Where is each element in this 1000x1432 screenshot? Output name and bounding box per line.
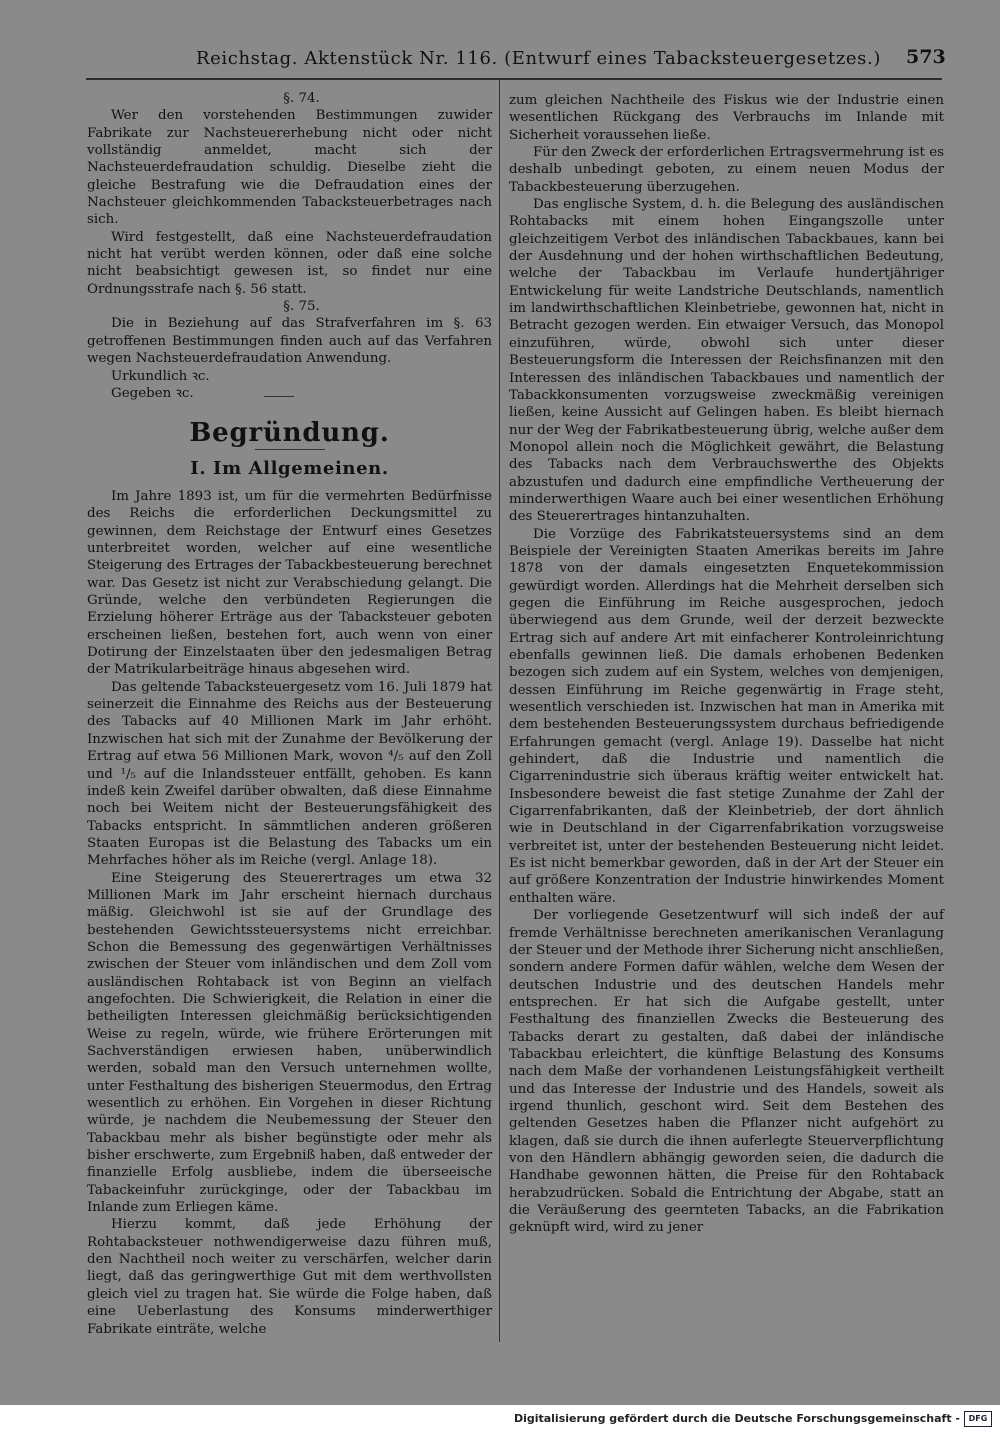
- header-title: Reichstag. Aktenstück Nr. 116. (Entwurf eines Tabacksteuergesetzes.): [196, 48, 881, 69]
- body-paragraph-3: Eine Steigerung des Steuerertrages um etwa 32 Millionen Mark im Jahr erscheint hiernach durchaus mäßig. Gleichwohl ist sie auf der Grundlage des bestehenden Gewichtssteuersystems nicht erreichbar. Schon die Bemessung des gegenwärtigen Verhältnisses zwischen der Steuer vom inländischen und dem Zoll vom ausländischen Rohtaback ist von Beginn an vielfach angefochten. Die Schwierigkeit, die Relation in einer die betheiligten Interessen gleichmäßig berücksichtigenden Weise zu regeln, würde, wie frühere Erörterungen mit Sachverständigen erwiesen haben, unüberwindlich werden, sobald man den Versuch unternehmen wollte, unter Festhaltung des bisherigen Steuermodus, den Ertrag wesentlich zu erhöhen. Ein Vorgehen in dieser Richtung würde, je nachdem die Neubemessung der Steuer den Tabackbau mehr als bisher begünstigte oder mehr als bisher erschwerte, zum Ergebniß haben, daß entweder der finanzielle Erfolg ausbliebe, indem die überseeische Tabackeinfuhr zurückginge, oder der Tabackbau im Inlande zum Erliegen käme.: [87, 870, 492, 1216]
- right-paragraph-3: Das englische System, d. h. die Belegung des ausländischen Rohtabacks mit einem hohen Eingangszolle unter gleichzeitigem Verbot des inländischen Tabackbaues, kann bei der Ausdehnung und der hohen wirthschaftlichen Bedeutung, welche der Tabackbau im Verlaufe hundertjähriger Entwickelung für weite Landstriche Deutschlands, namentlich im landwirthschaftlichen Kleinbetriebe, gewonnen hat, nicht in Betracht gezogen werden. Ein etwaiger Versuch, das Monopol einzuführen, würde, obwohl sich unter dieser Besteuerungsform die Interessen der Reichsfinanzen mit den Interessen des inländischen Tabackbaues und namentlich der Tabackkonsumenten vorzugsweise zweckmäßig vereinigen ließen, keine Aussicht auf Gelingen haben. Es bleibt hiernach nur der Weg der Fabrikatbesteuerung übrig, welche außer dem Monopol allein noch die Möglichkeit gewährt, die Belastung des Tabacks nach dem Verbrauchswerthe des Objekts abzustufen und dadurch eine empfindliche Vertheuerung der minderwerthigen Waare auch bei einer wesentlichen Erhöhung des Steuerertrages hintanzuhalten.: [509, 197, 944, 525]
- page-number: 573: [906, 46, 946, 68]
- title-underline: [255, 449, 325, 450]
- right-paragraph-4: Die Vorzüge des Fabrikatsteuersystems sind an dem Beispiele der Vereinigten Staaten Amerikas bereits im Jahre 1878 von der damals eingesetzten Enquetekommission gewürdigt worden. Allerdings hat die Mehrheit derselben sich gegen die Einführung im Reiche ausgesprochen, jedoch überwiegend aus dem Grunde, weil der derzeit bezweckte Ertrag sich auf andere Art mit einfacherer Kontroleinrichtung ebenfalls gewinnen ließ. Die damals erhobenen Bedenken bezogen sich zudem auf ein System, welches von demjenigen, dessen Einführung im Reiche gegenwärtig in Frage steht, wesentlich verschieden ist. Inzwischen hat man in Amerika mit dem bestehenden Besteuerungssystem durchaus befriedigende Erfahrungen gemacht (vergl. Anlage 19). Dasselbe hat nicht gehindert, daß die Industrie und namentlich die Cigarrenindustrie sich überaus kräftig weiter entwickelt hat. Insbesondere beweist die fast stetige Zunahme der Zahl der Cigarrenfabrikanten, daß der Kleinbetrieb, der dort ähnlich wie in Deutschland in der Cigarrenfabrikation vorzugsweise verbreitet ist, unter der bestehenden Besteuerung nicht leidet. Es ist nicht bemerkbar geworden, daß in der Art der Steuer ein auf größere Konzentration der Industrie hinwirkendes Moment enthalten wäre.: [509, 526, 944, 906]
- footer-credit: Digitalisierung gefördert durch die Deutsche Forschungsgemeinschaft -: [513, 1412, 960, 1425]
- left-column: [87, 90, 492, 402]
- body-paragraph-4: Hierzu kommt, daß jede Erhöhung der Rohtabacksteuer nothwendigerweise dazu führen muß, den Nachtheil noch weiter zu verschärfen, welcher darin liegt, daß das geringwerthige Gut mit dem werthvollsten gleich viel zu tragen hat. Sie würde die Folge haben, daß eine Ueberlastung des Konsums minderwerthiger Fabrikate einträte, welche: [87, 1217, 492, 1337]
- right-paragraph-2: Für den Zweck der erforderlichen Ertragsvermehrung ist es deshalb unbedingt geboten, zu einem neuen Modus der Tabackbesteuerung überzugehen.: [509, 145, 944, 195]
- subsection-title: I. Im Allgemeinen.: [190, 458, 389, 479]
- column-divider: [499, 80, 500, 1342]
- closing-line-2: Gegeben ꝛc.: [111, 385, 194, 401]
- closing-line-1: Urkundlich ꝛc.: [111, 368, 210, 384]
- right-paragraph-1: zum gleichen Nachtheile des Fiskus wie der Industrie einen wesentlichen Rückgang des Verbrauchs im Inlande mit Sicherheit voraussehen ließe.: [509, 93, 944, 143]
- footer: [0, 1405, 1000, 1432]
- section-74-heading: §. 74.: [283, 91, 320, 106]
- section-title: Begründung.: [189, 418, 390, 448]
- section-75-heading: §. 75.: [283, 299, 320, 315]
- header-rule: [86, 78, 942, 80]
- separator-rule: [264, 396, 294, 397]
- body-paragraph-2: Das geltende Tabacksteuergesetz vom 16. Juli 1879 hat seinerzeit die Einnahme des Reichs aus der Besteuerung des Tabacks auf 40 Millionen Mark im Jahr erhöht. Inzwischen hat sich mit der Zunahme der Bevölkerung der Ertrag auf etwa 56 Millionen Mark, wovon ⁴/₅ auf den Zoll und ¹/₅ auf die Inlandssteuer entfällt, gehoben. Es kann indeß kein Zweifel darüber obwalten, daß diese Einnahme noch bei Weitem nicht der Besteuerungsfähigkeit des Tabacks entspricht. In sämmtlichen anderen größeren Staaten Europas ist die Belastung des Tabacks um ein Mehrfaches höher als im Reiche (vergl. Anlage 18).: [87, 679, 492, 869]
- section-74-paragraph-2: Wird festgestellt, daß eine Nachsteuerdefraudation nicht hat verübt werden können, oder daß eine solche nicht beabsichtigt gewesen ist, so findet nur eine Ordnungsstrafe nach §. 56 statt.: [87, 229, 492, 297]
- section-75-paragraph: Die in Beziehung auf das Strafverfahren im §. 63 getroffenen Bestimmungen finden auch auf das Verfahren wegen Nachsteuerdefraudation Anwendung.: [87, 316, 492, 367]
- right-paragraph-5: Der vorliegende Gesetzentwurf will sich indeß der auf fremde Verhältnisse berechneten amerikanischen Veranlagung der Steuer und der Methode ihrer Sicherung nicht anschließen, sondern andere Formen dafür wählen, welche dem Wesen der deutschen Industrie und des deutschen Handels mehr entsprechen. Er hat sich die Aufgabe gestellt, unter Festhaltung des finanziellen Zwecks die Besteuerung des Tabacks derart zu gestalten, daß dabei der inländische Tabackbau erleichtert, die künftige Belastung des Konsums nach dem Maße der vorhandenen Leistungsfähigkeit vertheilt und das Interesse der Industrie und des Handels, soweit als irgend thunlich, geschont wird. Seit dem Bestehen des geltenden Gesetzes haben die Pflanzer nicht aufgehört zu klagen, daß sie durch die ihnen auferlegte Steuerverpflichtung von den Händlern abhängig geworden seien, die dadurch die Handhabe gewonnen hätten, die Preise für den Rohtaback herabzudrücken. Sobald die Entrichtung der Abgabe, statt an die Veräußerung des geernteten Tabacks, an die Fabrikation geknüpft wird, wird zu jener: [509, 908, 944, 1236]
- section-74-paragraph-1: Wer den vorstehenden Bestimmungen zuwider Fabrikate zur Nachsteuererhebung nicht oder nicht vollständig anmeldet, macht sich der Nachsteuerdefraudation schuldig. Dieselbe zieht die gleiche Bestrafung wie die Defraudation eines der Nachsteuer gleichkommenden Tabacksteuerbetrages nach sich.: [87, 108, 492, 228]
- dfg-logo-icon: DFG: [964, 1411, 992, 1427]
- left-column-body: [87, 488, 492, 1338]
- body-paragraph-1: Im Jahre 1893 ist, um für die vermehrten Bedürfnisse des Reichs die erforderlichen Deckungsmittel zu gewinnen, dem Reichstage der Entwurf eines Gesetzes unterbreitet worden, welcher auf eine wesentliche Steigerung des Ertrages der Tabackbesteuerung berechnet war. Das Gesetz ist nicht zur Verabschiedung gelangt. Die Gründe, welche den verbündeten Regierungen die Erzielung höherer Erträge aus der Tabacksteuer geboten erscheinen ließen, bestehen fort, auch wenn von einer Dotirung der Einzelstaaten über den jedesmaligen Betrag der Matrikularbeiträge hinaus abgesehen wird.: [87, 489, 492, 678]
- page-header: [0, 44, 1000, 74]
- right-column: [509, 92, 944, 1237]
